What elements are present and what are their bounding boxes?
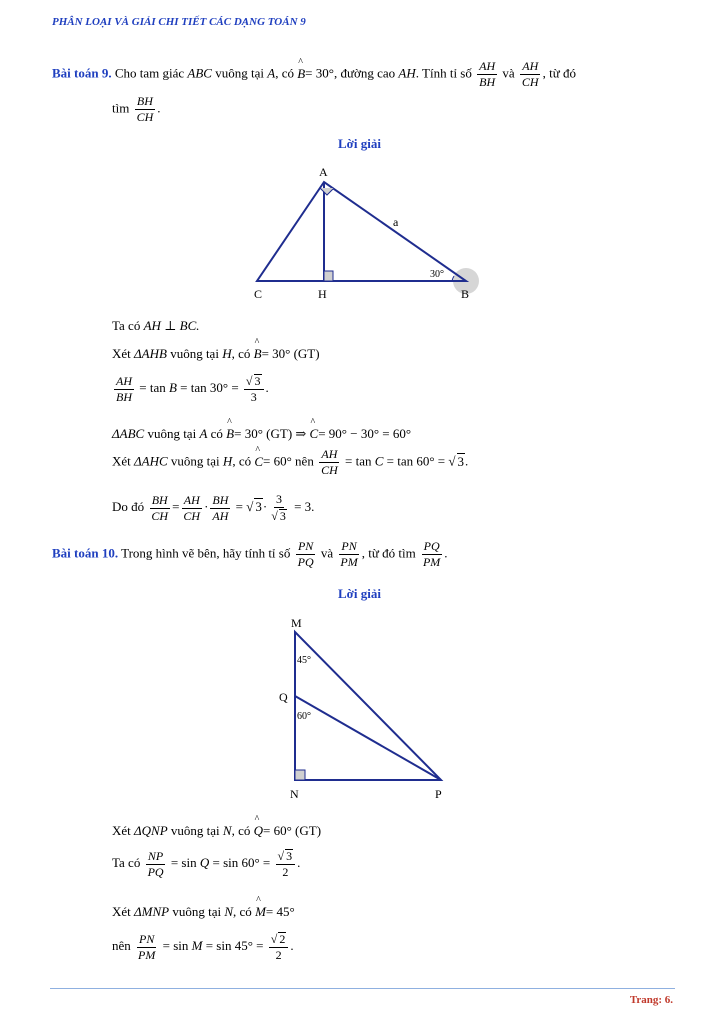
numerator: PN <box>339 540 358 555</box>
denominator: CH <box>151 508 169 523</box>
text: , có <box>231 823 251 838</box>
problem-9-statement-cont <box>112 95 161 124</box>
sqrt-sign: √ <box>270 932 278 946</box>
numerator: BH <box>135 95 155 110</box>
numerator <box>276 849 296 865</box>
fraction-sqrt3-2 <box>276 849 296 879</box>
text: = 3. <box>294 499 315 515</box>
text: vuông tại <box>170 453 220 469</box>
label-a: A <box>319 165 328 179</box>
text: vuông tại <box>170 823 220 838</box>
text: AH <box>398 65 416 81</box>
numerator <box>244 374 264 390</box>
label-c: C <box>254 287 263 301</box>
text: = 30° (GT) <box>261 346 320 361</box>
text: ΔAHB <box>134 346 167 361</box>
text: H <box>222 453 233 469</box>
radicand: 3 <box>279 509 286 524</box>
angle-b: ^ B <box>254 346 262 362</box>
triangle-abc-figure <box>240 160 490 310</box>
text: Ta có <box>112 318 141 333</box>
fraction-pn-pq <box>296 540 316 569</box>
text: ΔQNP <box>134 823 168 838</box>
text: = tan <box>139 380 166 396</box>
right-angle-mark-a <box>320 188 334 195</box>
numerator: AH <box>114 375 134 390</box>
step-10-1 <box>112 823 321 839</box>
numerator <box>269 932 289 948</box>
sqrt-sign: √ <box>271 509 278 524</box>
fraction-ah-bh <box>477 60 497 89</box>
fraction-sqrt2-2 <box>269 932 289 962</box>
text: = 30° (GT) ⇒ <box>234 426 307 441</box>
text: , có <box>275 65 294 81</box>
denominator: PM <box>138 947 156 962</box>
text: = <box>172 499 180 515</box>
radicand: 3 <box>255 499 262 515</box>
text: Xét <box>112 904 131 919</box>
numerator: PN <box>296 540 315 555</box>
denominator: 3 <box>250 390 257 405</box>
step-5 <box>112 448 468 477</box>
denominator: 2 <box>275 948 282 963</box>
page-number: Trang: 6. <box>629 994 673 1006</box>
text: N <box>224 904 234 919</box>
text: . <box>157 100 161 116</box>
text: , từ đó tìm <box>361 545 416 561</box>
problem-9-label: Bài toán 9. <box>52 65 112 81</box>
text: , đường cao <box>333 65 396 81</box>
text: . <box>265 380 269 396</box>
text: . <box>444 545 448 561</box>
text: N <box>222 823 232 838</box>
fraction-bh-ah <box>210 494 230 523</box>
fraction-ah-bh <box>114 375 134 404</box>
denominator: PQ <box>297 555 314 570</box>
solution-title-10: Lời giải <box>338 586 381 601</box>
angle-q: ^ Q <box>254 823 263 839</box>
step-1 <box>112 318 200 334</box>
text: ΔABC <box>112 426 145 441</box>
step-10-2 <box>112 849 300 879</box>
footer-divider <box>50 988 675 989</box>
solution-title-9: Lời giải <box>338 136 381 151</box>
text: , từ đó <box>542 65 576 81</box>
radicand: 3 <box>457 453 465 469</box>
denominator: CH <box>521 75 539 90</box>
text: = 60° <box>263 453 292 469</box>
step-4 <box>112 426 411 442</box>
angle-b: ^ B <box>297 66 305 82</box>
label-n: N <box>290 787 299 801</box>
radicand: 2 <box>279 932 286 946</box>
denominator: PQ <box>147 864 164 879</box>
text: = sin 60° = <box>212 855 271 871</box>
step-6 <box>112 493 314 523</box>
text: = 45° <box>265 904 295 919</box>
right-angle-mark-h <box>324 271 333 281</box>
text: , có <box>233 904 252 919</box>
label-side-a: a <box>393 215 399 229</box>
text: A <box>199 426 208 441</box>
text: H <box>222 346 232 361</box>
numerator: BH <box>150 494 170 509</box>
label-p: P <box>435 787 442 801</box>
fraction-pn-pm <box>338 540 359 569</box>
fraction-bh-ch <box>149 494 170 523</box>
text: , có <box>232 453 252 469</box>
angle-c: ^ C <box>310 426 319 442</box>
denominator: BH <box>479 75 496 90</box>
triangle-mnp-figure <box>270 612 470 804</box>
fraction-ah-ch <box>181 494 202 523</box>
denominator: 2 <box>282 865 289 880</box>
label-angle-60: 60° <box>297 711 311 722</box>
text: Xét <box>112 823 131 838</box>
text: = <box>235 499 244 515</box>
label-angle-45: 45° <box>297 655 311 666</box>
text: = 60° (GT) <box>263 823 322 838</box>
label-b: B <box>461 287 470 301</box>
text: Cho tam giác <box>114 65 185 81</box>
numerator: AH <box>182 494 202 509</box>
text: = sin <box>162 938 189 954</box>
angle-m: ^ M <box>255 904 266 920</box>
step-10-4 <box>112 932 294 962</box>
fraction-pq-pm <box>421 540 442 569</box>
text: vuông tại <box>147 426 197 441</box>
text: , có <box>231 346 251 361</box>
label-angle-30: 30° <box>430 269 444 280</box>
text: · <box>262 499 268 515</box>
label-h: H <box>318 287 327 301</box>
text: . <box>290 938 294 954</box>
text: có <box>210 426 223 441</box>
fraction-pn-pm <box>136 933 157 962</box>
step-2 <box>112 346 320 362</box>
text: Ta có <box>112 855 141 871</box>
text: = sin 45° = <box>205 938 264 954</box>
text: · <box>204 499 209 515</box>
numerator: AH <box>520 60 540 75</box>
triangle-abc <box>257 182 466 281</box>
label-m: M <box>291 616 302 630</box>
text: vuông tại <box>170 346 219 361</box>
text: . <box>297 855 301 871</box>
text: = tan 60° = <box>386 453 446 469</box>
text: nên <box>112 938 131 954</box>
right-angle-mark-n <box>295 770 305 780</box>
sqrt-sign: √ <box>245 374 253 388</box>
sqrt-sign: √ <box>448 453 456 469</box>
denominator: CH <box>321 463 338 478</box>
numerator: BH <box>210 494 230 509</box>
text: C <box>374 453 384 469</box>
denominator: PM <box>340 555 358 570</box>
text: AH ⊥ BC. <box>143 318 200 333</box>
numerator: NP <box>146 850 165 865</box>
problem-10-statement <box>52 540 448 569</box>
text: . <box>465 453 469 469</box>
text: = 90° − 30° = 60° <box>318 426 412 441</box>
text: Q <box>199 855 210 871</box>
radicand: 3 <box>254 374 261 388</box>
text: = tan 30° = <box>180 380 239 396</box>
fraction-ah-ch <box>520 60 541 89</box>
angle-c: ^ C <box>254 454 263 470</box>
numerator: AH <box>477 60 497 75</box>
page-header: PHÂN LOẠI VÀ GIẢI CHI TIẾT CÁC DẠNG TOÁN 9 <box>52 16 306 28</box>
denominator: AH <box>212 508 229 523</box>
triangle-mnp <box>295 632 441 780</box>
text: vuông tại <box>172 904 222 919</box>
text: Do đó <box>112 499 145 515</box>
denominator: CH <box>136 110 154 125</box>
text: ΔMNP <box>134 904 170 919</box>
text: tìm <box>112 100 130 116</box>
denominator: CH <box>183 508 201 523</box>
text: vuông tại <box>215 65 264 81</box>
text: = sin <box>170 855 197 871</box>
text: Trong hình vẽ bên, hãy tính tỉ số <box>121 545 291 561</box>
text: = 30° <box>305 65 334 81</box>
text: ΔAHC <box>134 453 168 469</box>
angle-b: ^ B <box>226 426 234 442</box>
numerator: AH <box>319 448 339 463</box>
step-3 <box>112 374 269 404</box>
text: và <box>502 65 515 81</box>
text: . Tính tỉ số <box>415 65 472 81</box>
radicand: 3 <box>286 849 293 863</box>
text: A <box>267 65 276 81</box>
denominator: BH <box>116 389 132 404</box>
numerator: PN <box>137 933 156 948</box>
step-10-3 <box>112 904 295 920</box>
sqrt-sign: √ <box>246 499 254 515</box>
numerator: PQ <box>422 540 442 555</box>
text: Xét <box>112 346 131 361</box>
problem-9-statement <box>52 60 576 89</box>
segment-qp <box>295 696 441 780</box>
numerator: 3 <box>274 493 284 508</box>
text: nên <box>295 453 314 469</box>
fraction-np-pq <box>146 850 166 879</box>
fraction-3-sqrt3 <box>269 493 289 523</box>
text: B <box>168 380 177 396</box>
problem-10-label: Bài toán 10. <box>52 545 119 561</box>
text: Xét <box>112 453 131 469</box>
label-q: Q <box>279 690 288 704</box>
fraction-ah-ch <box>319 448 340 477</box>
denominator <box>269 508 289 523</box>
fraction-bh-ch <box>135 95 156 124</box>
text: và <box>320 545 334 561</box>
text: M <box>191 938 203 954</box>
fraction-sqrt3-3 <box>244 374 264 404</box>
text: = tan <box>345 453 372 469</box>
text: ABC <box>187 65 212 81</box>
sqrt-sign: √ <box>277 849 285 863</box>
denominator: PM <box>422 555 441 570</box>
